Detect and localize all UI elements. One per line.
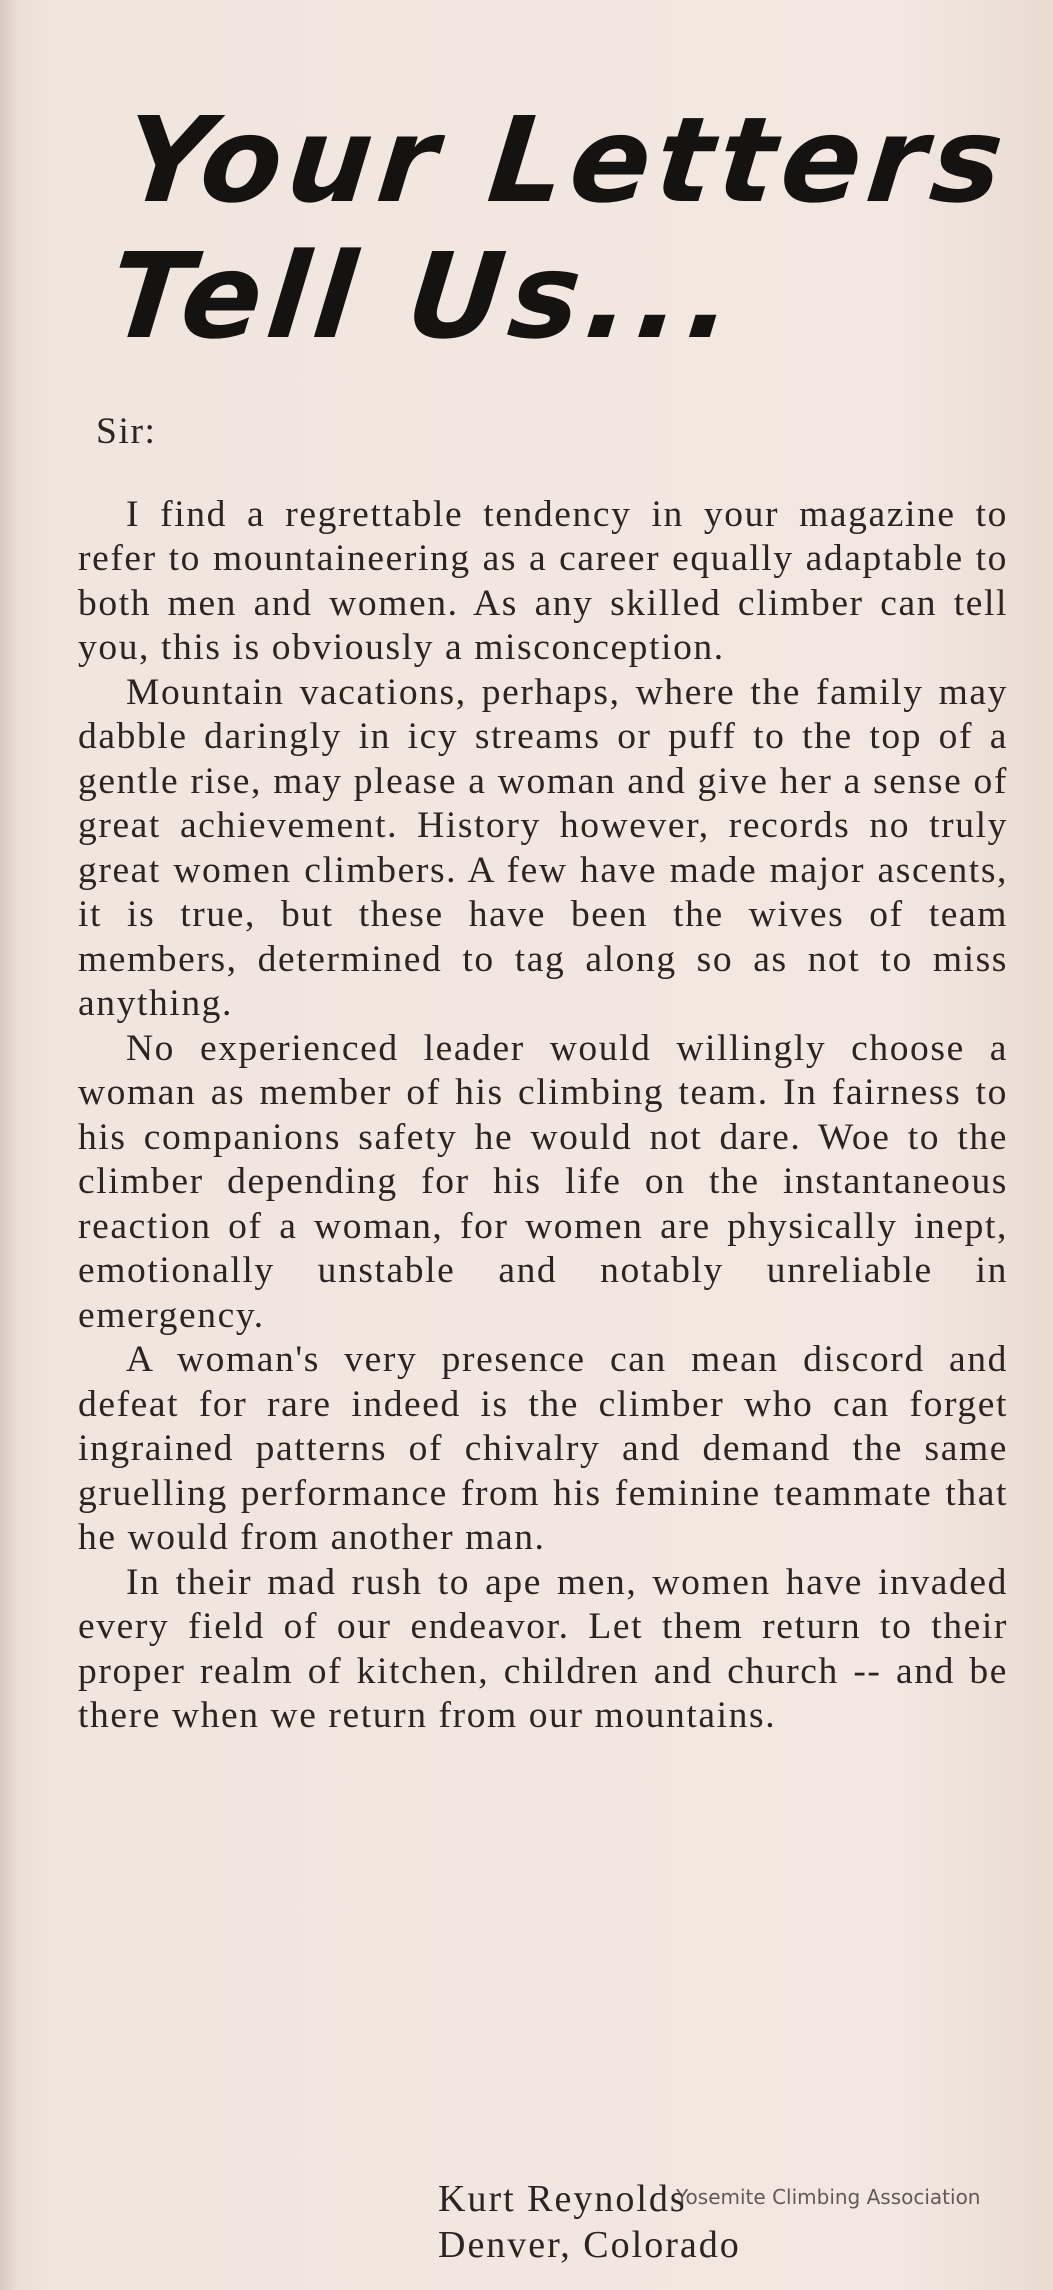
letter-paragraph-4: A woman's very presence can mean discord and defeat for rare indeed is the climber who can forget ingrained patterns of chivalry and demand the same gruelling performance from his feminine teammate that he would from another man.	[78, 1339, 1008, 1558]
signature-location: Denver, Colorado	[438, 2224, 741, 2266]
watermark: Yosemite Climbing Association	[676, 2185, 981, 2209]
page-title	[104, 92, 1016, 364]
title-line-1: Your Letters	[117, 91, 1016, 229]
letter-salutation: Sir:	[96, 411, 157, 452]
letter-body	[78, 410, 1008, 1739]
letter-paragraph-3: No experienced leader would willingly choose a woman as member of his climbing team. In fairness to his companions safety he would not dare. Woe to the climber depending for his life on the instantaneous reaction of a woman, for women are physically inept, emotionally unstable and notably unreliable in emergency.	[78, 1027, 1008, 1336]
letter-paragraph-1: I find a regrettable tendency in your magazine to refer to mountaineering as a career equally adaptable to both men and women. As any skilled climber can tell you, this is obviously a misconception.	[78, 493, 1008, 668]
letter-paragraph-2: Mountain vacations, perhaps, where the family may dabble daringly in icy streams or puff to the top of a gentle rise, may please a woman and give her a sense of great achievement. History however, records no truly great women climbers. A few have made major ascents, it is true, but these have been the wives of team members, determined to tag along so as not to miss anything.	[78, 671, 1008, 1024]
signature-name: Kurt Reynolds	[438, 2178, 687, 2220]
letter-paragraph-5: In their mad rush to ape men, women have invaded every field of our endeavor. Let them return to their proper realm of kitchen, children and church -- and be there when we return from our mountains.	[78, 1561, 1008, 1736]
title-line-2: Tell Us...	[103, 227, 746, 365]
